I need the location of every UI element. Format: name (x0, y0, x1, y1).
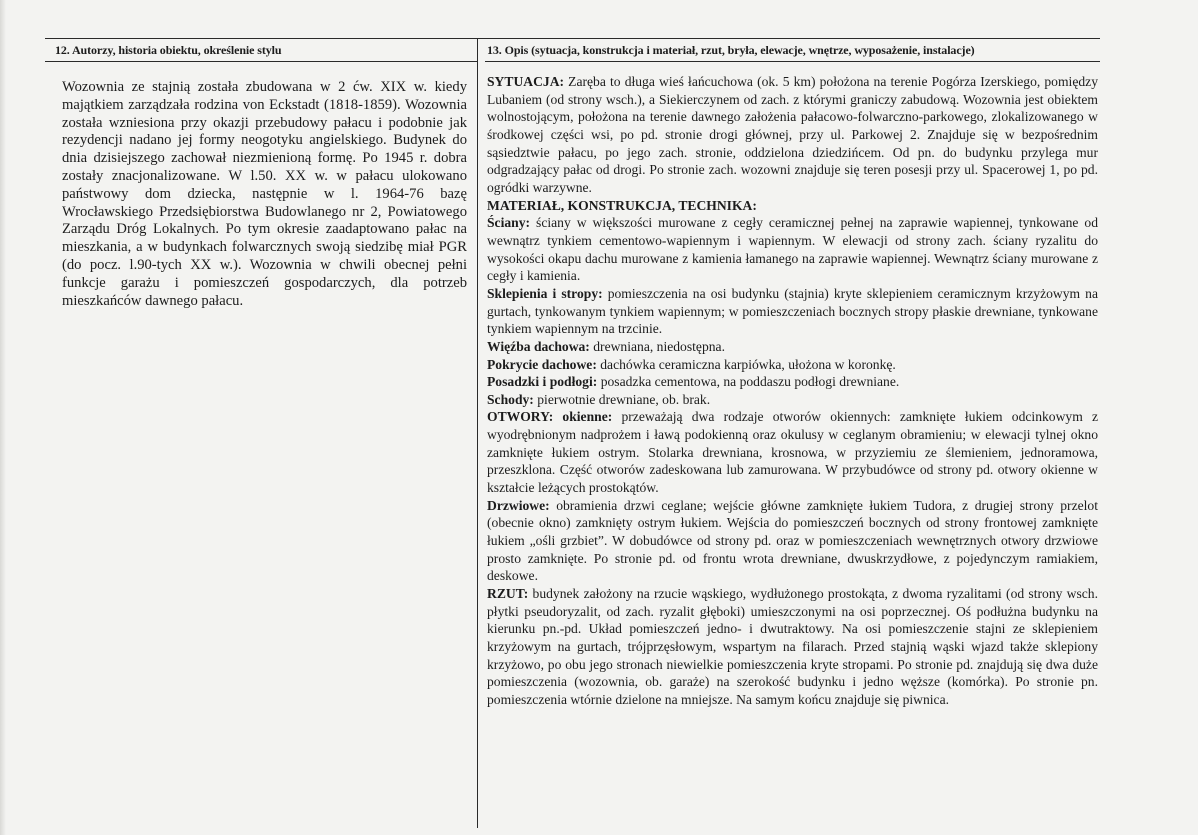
text-pokrycie: dachówka ceramiczna karpiówka, ułożona w koronkę. (596, 356, 896, 372)
label-pokrycie: Pokrycie dachowe: (487, 356, 597, 372)
right-column (485, 38, 1100, 709)
text-rzut: budynek założony na rzucie wąskiego, wydłużonego prostokąta, z dwoma ryzalitami (od strony wsch. płytki pseudoryzalit, od zach. ryzalit głęboki) umieszczonymi na osi poprzecznej. Oś podłużna budynku na kierunku pn.-pd. Układ pomieszczeń jedno- i dwutraktowy. Na osi pomieszczenie stajni ze sklepieniem krzyżowym na gurtach, trójprzęsłowym, wspartym na filarach. Przed stajnią wąski wjazd także sklepiony krzyżowo, po obu jego stronach niewielkie pomieszczenia kryte stropami. Po stronie pd. znajdują się dwa duże pomieszczenia (wozownia, ob. garaże) na szerokość budynku i jedno węższe (komórka). Po stronie pn. pomieszczenia wtórnie dzielone na mniejsze. Na samym końcu znajduje się piwnica. (487, 586, 1098, 707)
paragraph-posadzki (487, 373, 1098, 391)
heading-material: MATERIAŁ, KONSTRUKCJA, TECHNIKA: (487, 197, 757, 213)
label-rzut: RZUT: (487, 586, 529, 602)
paragraph-pokrycie (487, 356, 1098, 374)
text-schody: pierwotnie drewniane, ob. brak. (533, 391, 711, 407)
text-posadzki: posadzka cementowa, na poddaszu podłogi drewniane. (597, 374, 900, 390)
label-drzwiowe: Drzwiowe: (487, 497, 550, 513)
history-text: Wozownia ze stajnią została zbudowana w 2 ćw. XIX w. kiedy majątkiem zarządzała rodzina von Eckstadt (1818-1859). Wozownia została wzniesiona przy okazji przebudowy pałacu i podobnie jak rezydencji nadano jej formy neogotyku angielskiego. Budynek do dnia dzisiejszego zachował niezmienioną formę. Po 1945 r. dobra zostały znacjonalizowane. W l.50. XX w. w pałacu ulokowano państwowy dom dziecka, następnie w l. 1964-76 bazę Wrocławskiego Przedsiębiorstwa Budowlanego nr 2, Powiatowego Zarządu Dróg Lokalnych. Po tym okresie zaadaptowano pałac na mieszkania, a w budynkach folwarcznych swoją siedzibę miał PGR (do pocz. l.90-tych XX w.). Wozownia w chwili obecnej pełni funkcje garażu i pomieszczeń gospodarczych, dla potrzeb mieszkańców dawnego pałacu. (62, 79, 467, 309)
text-wiezba: drewniana, niedostępna. (589, 338, 725, 354)
paragraph-sytuacja (487, 73, 1098, 197)
header-rule-right (485, 61, 1100, 62)
text-otwory: przeważają dwa rodzaje otworów okiennych: zamknięte łukiem odcinkowym z wyodrębnionym nadprożem i ławą podokienną oraz okulusy w ceglanym obramieniu; w elewacji tylnej okno zamknięte łukiem ostrym. Stolarka drewniana, krosnowa, w przyziemiu ze ślemieniem, jednoramowa, przeszklona. Część otworów zadeskowana lub zamurowana. W przybudówce od strony pd. otwory okienne w kształcie leżących prostokątów. (487, 409, 1098, 496)
section-12-header: 12. Autorzy, historia obiektu, określenie stylu (55, 43, 282, 57)
paragraph-sciany (487, 214, 1098, 285)
header-rule-left (45, 61, 477, 62)
label-sytuacja: SYTUACJA: (487, 74, 565, 89)
paragraph-wiezba (487, 338, 1098, 356)
paragraph-otwory (487, 408, 1098, 496)
paragraph-schody (487, 391, 1098, 409)
label-sklepienia: Sklepienia i stropy: (487, 285, 603, 301)
scan-page-edge (0, 0, 6, 835)
text-sciany: ściany w większości murowane z cegły ceramicznej pełnej na zaprawie wapiennej, tynkowane od wewnątrz tynkiem cementowo-wapiennym i wapiennym. W elewacji od strony zach. ściany ryzalitu do wysokości okapu dachu murowane z kamienia łamanego na zaprawie wapiennej. Wewnątrz ściany murowane z cegły i kamienia. (487, 215, 1098, 284)
text-sklepienia: pomieszczenia na osi budynku (stajnia) kryte sklepieniem ceramicznym krzyżowym na gurtach, tynkowanym tynkiem wapiennym; w pomieszczeniach bocznych stropy płaskie drewniane, tynkowane tynkiem wapiennym na trzcinie. (487, 285, 1098, 337)
label-wiezba: Więźba dachowa: (487, 338, 590, 354)
document-sheet (45, 38, 1155, 828)
text-sytuacja: Zaręba to długa wieś łańcuchowa (ok. 5 km) położona na terenie Pogórza Izerskiego, pomiędzy Lubaniem (od strony wsch.), a Siekierczynem od zach. z którymi graniczy zabudową. Wozownia jest obiektem wolnostojącym, położona na terenie dawnego założenia pałacowo-folwarczno-parkowego, zlokalizowanego w środkowej części wsi, po pd. stronie drogi głównej, przy ul. Parkowej 2. Znajduje się w bezpośrednim sąsiedztwie pałacu, po jego zach. stronie, oddzielona dziedzińcem. Od pn. do budynku przylega mur odgradzający pałac od drogi. Po stronie zach. wozowni znajduje się teren posesji przy ul. Spacerowej 1, po pd. ogródki warzywne. (487, 74, 1098, 195)
description-text (487, 73, 1098, 709)
paragraph-rzut (487, 585, 1098, 709)
paragraph-drzwiowe (487, 497, 1098, 585)
column-divider (477, 38, 478, 828)
label-otwory: OTWORY: okienne: (487, 409, 613, 425)
label-posadzki: Posadzki i podłogi: (487, 374, 598, 390)
label-schody: Schody: (487, 391, 534, 407)
section-13-header: 13. Opis (sytuacja, konstrukcja i materiał, rzut, bryła, elewacje, wnętrze, wyposażenie, instalacje) (487, 43, 975, 57)
label-sciany: Ściany: (487, 215, 531, 231)
left-column (45, 38, 477, 310)
text-drzwiowe: obramienia drzwi ceglane; wejście główne zamknięte łukiem Tudora, z drugiej strony przelot (obecnie okno) zamknięty ostrym łukiem. Wejścia do pomieszczeń bocznych od strony frontowej zamknięte łukiem „ośli grzbiet”. W dobudówce od strony pd. oraz w pomieszczeniach wewnętrznych otwory drzwiowe prosto zamknięte. Po stronie pd. od frontu wrota drewniane, dwuskrzydłowe, z pojedynczym ramiakiem, deskowe. (487, 497, 1098, 584)
paragraph-sklepienia (487, 285, 1098, 338)
